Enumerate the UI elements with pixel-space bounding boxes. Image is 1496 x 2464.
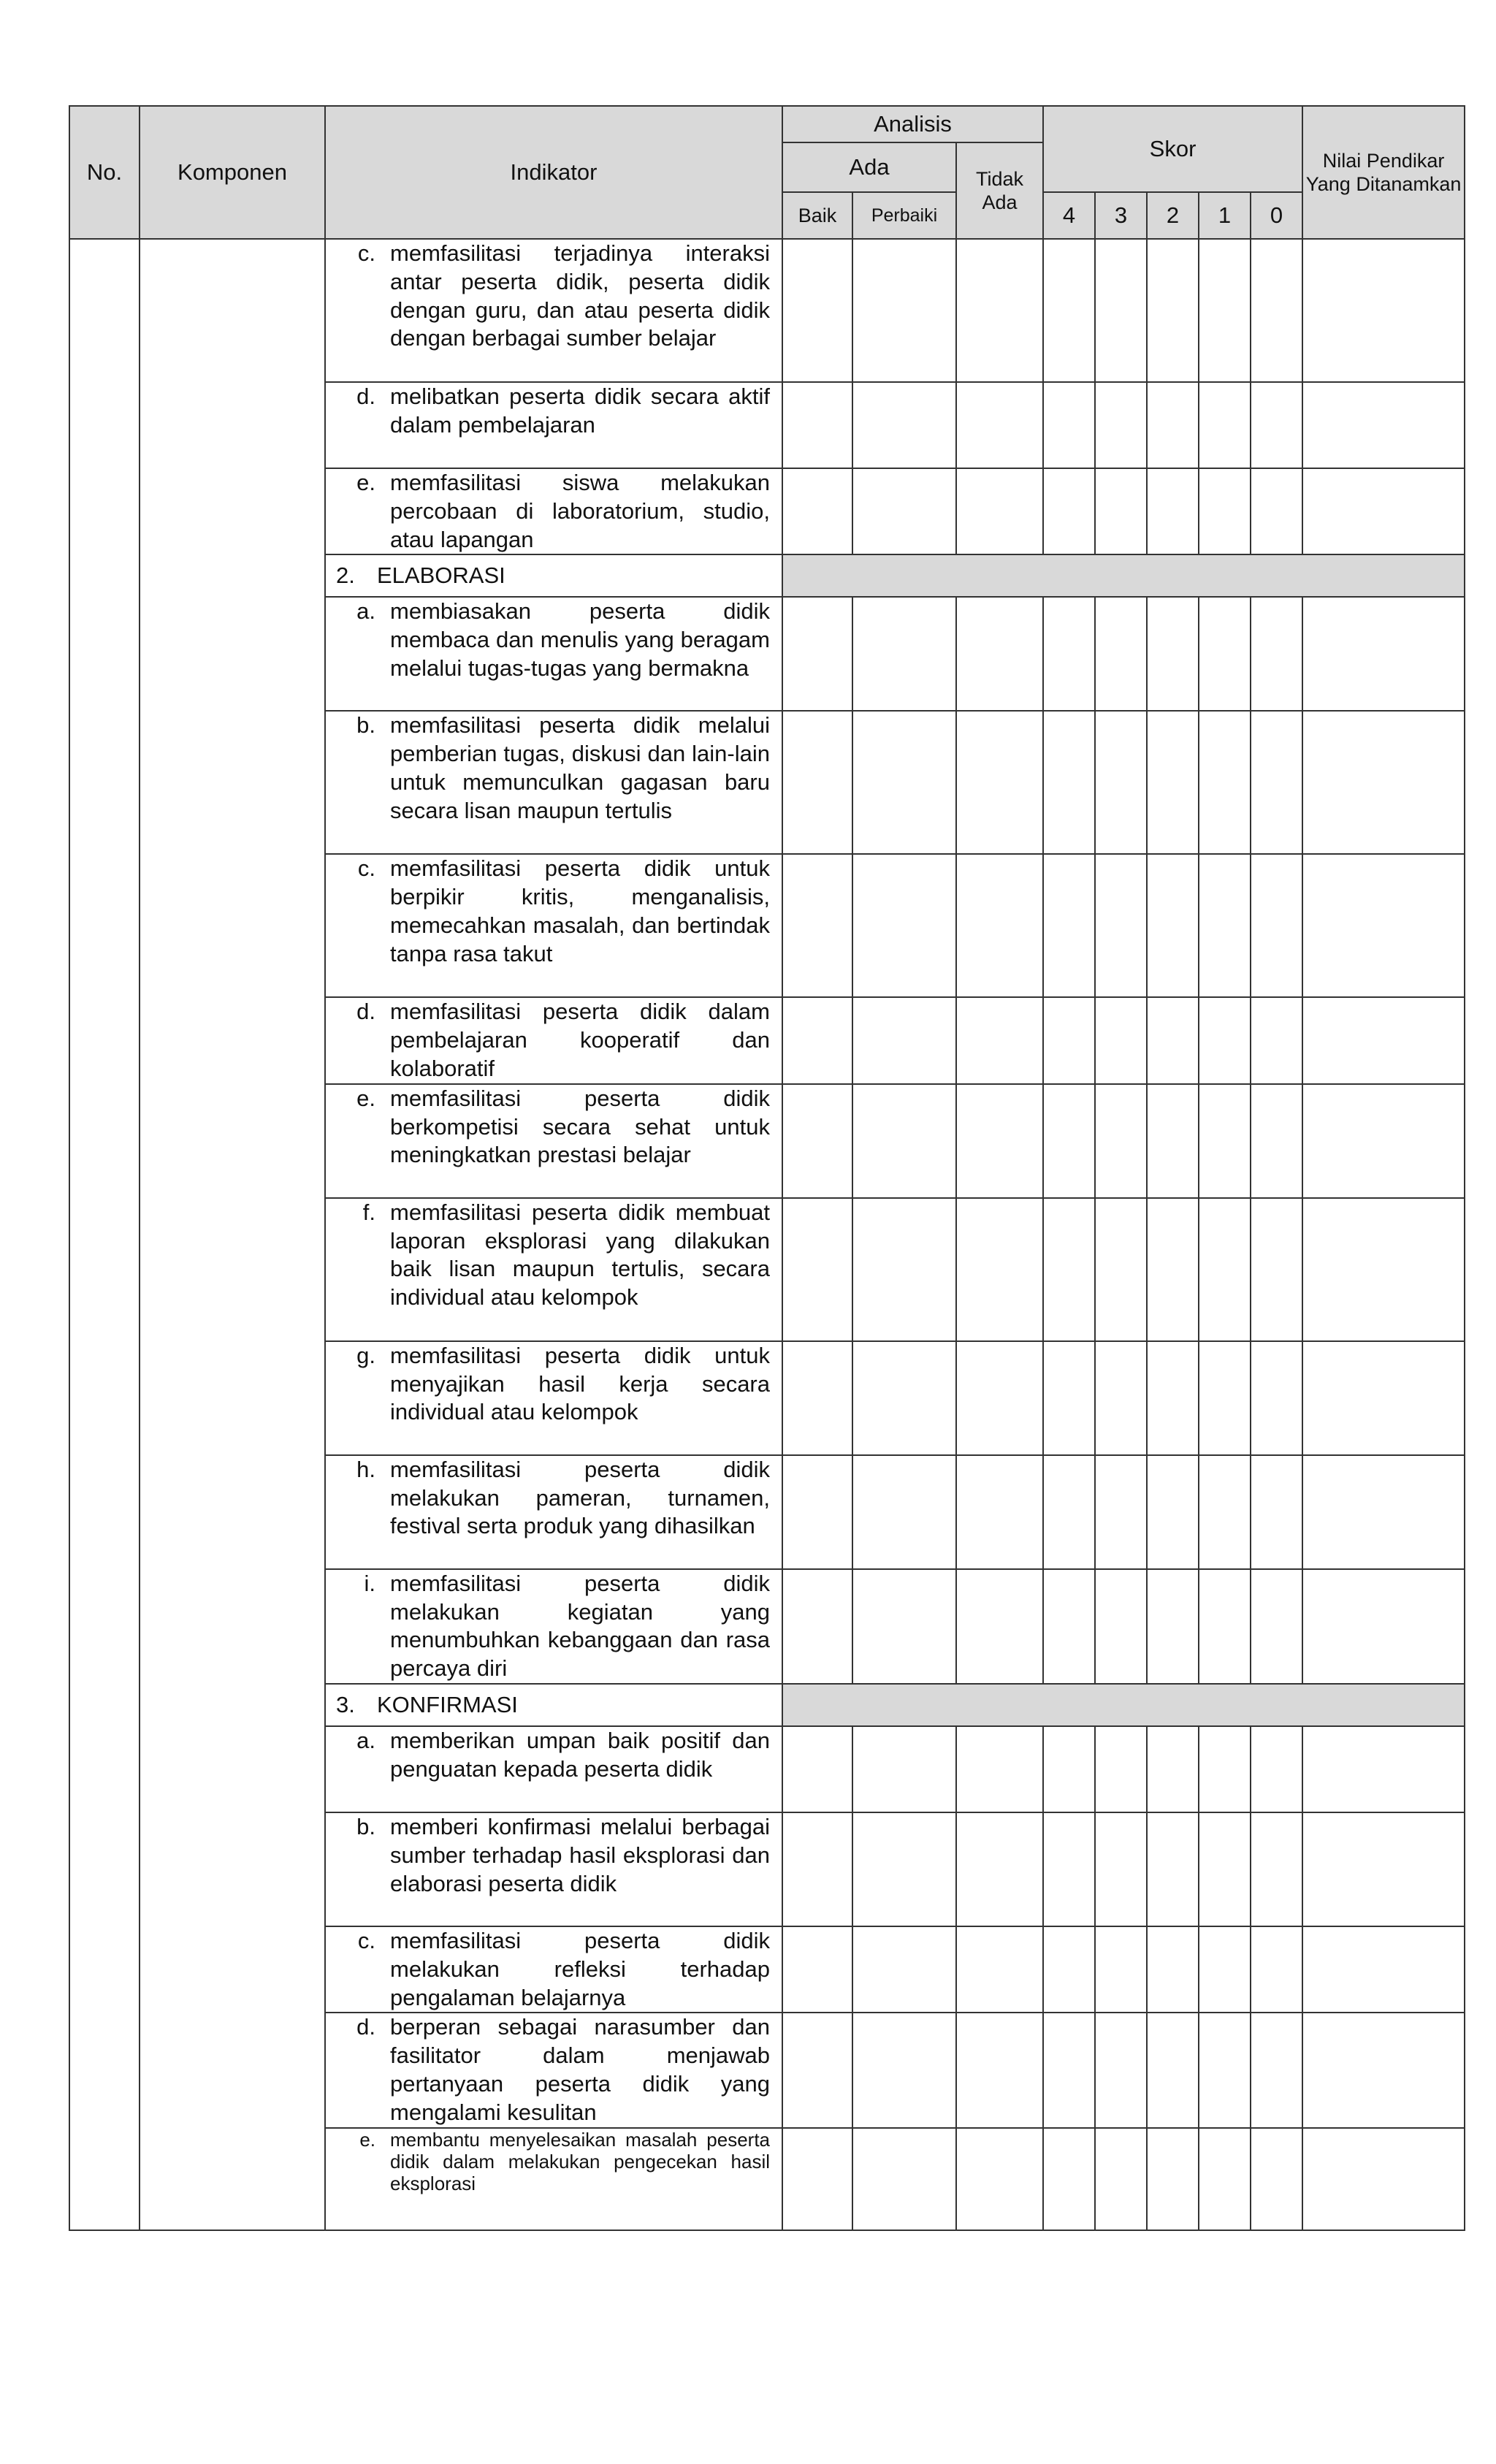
section-title: KONFIRMASI [377, 1691, 518, 1717]
header-skor: Skor [1043, 106, 1302, 192]
score-2-cell[interactable] [1147, 1926, 1199, 2013]
score-2-cell[interactable] [1147, 2128, 1199, 2230]
score-2-cell[interactable] [1147, 597, 1199, 711]
section-number: 2. [336, 562, 355, 589]
score-1-cell[interactable] [1199, 1455, 1251, 1569]
nilai-cell[interactable] [1302, 1812, 1465, 1926]
perbaiki-cell[interactable] [852, 854, 956, 997]
score-0-cell[interactable] [1251, 1084, 1302, 1198]
section-title: ELABORASI [377, 562, 505, 589]
score-1-cell[interactable] [1199, 1726, 1251, 1812]
assessment-table [69, 105, 1465, 2231]
indicator-item [332, 1813, 770, 1898]
tidak-ada-cell[interactable] [956, 854, 1043, 997]
score-4-cell[interactable] [1043, 1198, 1095, 1341]
tidak-ada-cell[interactable] [956, 711, 1043, 854]
tidak-ada-cell[interactable] [956, 2013, 1043, 2127]
indicator-cell [325, 711, 782, 854]
nilai-cell[interactable] [1302, 1341, 1465, 1455]
header-score-2: 2 [1147, 192, 1199, 239]
indicator-cell [325, 1569, 782, 1684]
baik-cell[interactable] [782, 468, 852, 554]
perbaiki-cell[interactable] [852, 2013, 956, 2127]
indicator-cell [325, 1926, 782, 2013]
indicator-text: memfasilitasi peserta didik melalui pemberian tugas, diskusi dan lain-lain untuk memunculkan gagasan baru secara lisan maupun tertulis [390, 712, 770, 823]
tidak-ada-cell[interactable] [956, 1341, 1043, 1455]
baik-cell[interactable] [782, 1926, 852, 2013]
indicator-text: memfasilitasi peserta didik dalam pembelajaran kooperatif dan kolaboratif [390, 999, 770, 1081]
indicator-item [332, 855, 770, 968]
score-1-cell[interactable] [1199, 2128, 1251, 2230]
nilai-cell[interactable] [1302, 1455, 1465, 1569]
perbaiki-cell[interactable] [852, 2128, 956, 2230]
indicator-text: memfasilitasi terjadinya interaksi antar peserta didik, peserta didik dengan guru, dan atau peserta didik dengan berbagai sumber belajar [390, 240, 770, 351]
score-2-cell[interactable] [1147, 711, 1199, 854]
perbaiki-cell[interactable] [852, 597, 956, 711]
indicator-text: membantu menyelesaikan masalah peserta didik dalam melakukan pengecekan hasil eksplorasi [390, 2128, 770, 2194]
indicator-cell [325, 2128, 782, 2230]
indicator-cell [325, 1726, 782, 1812]
indicator-cell [325, 382, 782, 468]
indicator-text: memfasilitasi peserta didik untuk berpikir kritis, menganalisis, memecahkan masalah, dan bertindak tanpa rasa takut [390, 855, 770, 966]
baik-cell[interactable] [782, 382, 852, 468]
score-1-cell[interactable] [1199, 239, 1251, 382]
baik-cell[interactable] [782, 597, 852, 711]
indicator-letter: g. [356, 1342, 375, 1368]
score-0-cell[interactable] [1251, 1198, 1302, 1341]
baik-cell[interactable] [782, 2128, 852, 2230]
indicator-letter: a. [356, 598, 375, 625]
nilai-cell[interactable] [1302, 2013, 1465, 2127]
header-tidak-ada: Tidak Ada [956, 142, 1043, 239]
score-1-cell[interactable] [1199, 854, 1251, 997]
indicator-letter: c. [357, 1927, 375, 1953]
nilai-cell[interactable] [1302, 1926, 1465, 2013]
nilai-cell[interactable] [1302, 2128, 1465, 2230]
indicator-text: memfasilitasi peserta didik melakukan pameran, turnamen, festival serta produk yang dihasilkan [390, 1456, 770, 1539]
indicator-cell [325, 2013, 782, 2127]
baik-cell[interactable] [782, 1569, 852, 1684]
indicator-item [332, 469, 770, 554]
score-2-cell[interactable] [1147, 854, 1199, 997]
score-2-cell[interactable] [1147, 1726, 1199, 1812]
score-1-cell[interactable] [1199, 997, 1251, 1083]
score-0-cell[interactable] [1251, 1726, 1302, 1812]
score-1-cell[interactable] [1199, 382, 1251, 468]
baik-cell[interactable] [782, 1198, 852, 1341]
perbaiki-cell[interactable] [852, 382, 956, 468]
indicator-cell [325, 1812, 782, 1926]
nilai-cell[interactable] [1302, 854, 1465, 997]
score-0-cell[interactable] [1251, 711, 1302, 854]
baik-cell[interactable] [782, 1455, 852, 1569]
section-cell [325, 554, 782, 597]
indicator-text: melibatkan peserta didik secara aktif dalam pembelajaran [390, 384, 770, 438]
score-2-cell[interactable] [1147, 1455, 1199, 1569]
perbaiki-cell[interactable] [852, 1198, 956, 1341]
score-4-cell[interactable] [1043, 997, 1095, 1083]
score-3-cell[interactable] [1095, 468, 1147, 554]
no-cell [69, 239, 140, 2230]
indicator-letter: b. [356, 712, 375, 739]
indicator-item [332, 1085, 770, 1170]
score-4-cell[interactable] [1043, 2128, 1095, 2230]
indicator-row [69, 239, 1465, 382]
score-4-cell[interactable] [1043, 1926, 1095, 2013]
indicator-item [332, 712, 770, 825]
score-2-cell[interactable] [1147, 2013, 1199, 2127]
score-4-cell[interactable] [1043, 1455, 1095, 1569]
score-4-cell[interactable] [1043, 382, 1095, 468]
score-4-cell[interactable] [1043, 1812, 1095, 1926]
indicator-letter: d. [356, 384, 375, 409]
indicator-letter: b. [356, 1813, 375, 1839]
score-4-cell[interactable] [1043, 854, 1095, 997]
baik-cell[interactable] [782, 997, 852, 1083]
indicator-letter: a. [356, 1727, 375, 1753]
score-4-cell[interactable] [1043, 2013, 1095, 2127]
nilai-cell[interactable] [1302, 1198, 1465, 1341]
perbaiki-cell[interactable] [852, 1084, 956, 1198]
header-indikator: Indikator [325, 106, 782, 239]
score-1-cell[interactable] [1199, 1084, 1251, 1198]
score-3-cell[interactable] [1095, 1341, 1147, 1455]
indicator-text: memberi konfirmasi melalui berbagai sumber terhadap hasil eksplorasi dan elaborasi peserta didik [390, 1813, 770, 1896]
perbaiki-cell[interactable] [852, 1926, 956, 2013]
score-0-cell[interactable] [1251, 1455, 1302, 1569]
indicator-letter: e. [356, 1085, 375, 1111]
score-3-cell[interactable] [1095, 2128, 1147, 2230]
score-4-cell[interactable] [1043, 711, 1095, 854]
score-1-cell[interactable] [1199, 2013, 1251, 2127]
indicator-item [332, 1727, 770, 1784]
baik-cell[interactable] [782, 1084, 852, 1198]
indicator-item [332, 240, 770, 353]
indicator-item [332, 383, 770, 440]
score-0-cell[interactable] [1251, 468, 1302, 554]
score-3-cell[interactable] [1095, 1726, 1147, 1812]
indicator-letter: e. [359, 2128, 375, 2151]
score-1-cell[interactable] [1199, 711, 1251, 854]
nilai-cell[interactable] [1302, 1726, 1465, 1812]
score-4-cell[interactable] [1043, 1341, 1095, 1455]
nilai-cell[interactable] [1302, 1569, 1465, 1684]
indicator-letter: d. [356, 999, 375, 1025]
baik-cell[interactable] [782, 239, 852, 382]
score-3-cell[interactable] [1095, 1569, 1147, 1684]
score-3-cell[interactable] [1095, 239, 1147, 382]
indicator-cell [325, 997, 782, 1083]
section-heading [326, 1691, 782, 1719]
tidak-ada-cell[interactable] [956, 1455, 1043, 1569]
tidak-ada-cell[interactable] [956, 1926, 1043, 2013]
indicator-text: memfasilitasi peserta didik melakukan kegiatan yang menumbuhkan kebanggaan dan rasa percaya diri [390, 1570, 770, 1682]
indicator-cell [325, 1198, 782, 1341]
perbaiki-cell[interactable] [852, 1569, 956, 1684]
baik-cell[interactable] [782, 1812, 852, 1926]
score-4-cell[interactable] [1043, 239, 1095, 382]
indicator-text: membiasakan peserta didik membaca dan menulis yang beragam melalui tugas-tugas yang bermakna [390, 598, 770, 681]
nilai-cell[interactable] [1302, 239, 1465, 382]
score-4-cell[interactable] [1043, 597, 1095, 711]
score-2-cell[interactable] [1147, 382, 1199, 468]
indicator-letter: c. [357, 855, 375, 882]
header-analisis: Analisis [782, 106, 1043, 142]
baik-cell[interactable] [782, 1726, 852, 1812]
tidak-ada-cell[interactable] [956, 1084, 1043, 1198]
score-4-cell[interactable] [1043, 1084, 1095, 1198]
perbaiki-cell[interactable] [852, 239, 956, 382]
score-0-cell[interactable] [1251, 1569, 1302, 1684]
score-0-cell[interactable] [1251, 2128, 1302, 2230]
score-3-cell[interactable] [1095, 1926, 1147, 2013]
indicator-letter: c. [357, 240, 375, 266]
score-3-cell[interactable] [1095, 997, 1147, 1083]
tidak-ada-cell[interactable] [956, 1726, 1043, 1812]
tidak-ada-cell[interactable] [956, 1812, 1043, 1926]
tidak-ada-cell[interactable] [956, 997, 1043, 1083]
score-0-cell[interactable] [1251, 2013, 1302, 2127]
indicator-text: memfasilitasi peserta didik melakukan refleksi terhadap pengalaman belajarnya [390, 1927, 770, 2010]
indicator-item [332, 1927, 770, 2012]
score-0-cell[interactable] [1251, 239, 1302, 382]
score-3-cell[interactable] [1095, 1455, 1147, 1569]
baik-cell[interactable] [782, 2013, 852, 2127]
header-score-4: 4 [1043, 192, 1095, 239]
score-3-cell[interactable] [1095, 711, 1147, 854]
baik-cell[interactable] [782, 711, 852, 854]
header-score-0: 0 [1251, 192, 1302, 239]
score-3-cell[interactable] [1095, 1198, 1147, 1341]
indicator-item [332, 2013, 770, 2127]
score-3-cell[interactable] [1095, 597, 1147, 711]
indicator-cell [325, 239, 782, 382]
score-2-cell[interactable] [1147, 239, 1199, 382]
perbaiki-cell[interactable] [852, 1812, 956, 1926]
indicator-text: memfasilitasi siswa melakukan percobaan di laboratorium, studio, atau lapangan [390, 470, 770, 552]
section-heading [326, 562, 782, 590]
score-3-cell[interactable] [1095, 2013, 1147, 2127]
indicator-item [332, 1199, 770, 1312]
perbaiki-cell[interactable] [852, 1726, 956, 1812]
indicator-text: memfasilitasi peserta didik untuk menyajikan hasil kerja secara individual atau kelompok [390, 1342, 770, 1425]
indicator-cell [325, 1084, 782, 1198]
indicator-cell [325, 854, 782, 997]
score-1-cell[interactable] [1199, 1341, 1251, 1455]
header-score-1: 1 [1199, 192, 1251, 239]
indicator-cell [325, 1455, 782, 1569]
tidak-ada-cell[interactable] [956, 468, 1043, 554]
score-1-cell[interactable] [1199, 1926, 1251, 2013]
indicator-item [332, 2129, 770, 2194]
score-1-cell[interactable] [1199, 1569, 1251, 1684]
score-2-cell[interactable] [1147, 1812, 1199, 1926]
komponen-cell [140, 239, 325, 2230]
indicator-text: memfasilitasi peserta didik berkompetisi secara sehat untuk meningkatkan prestasi belajar [390, 1085, 770, 1168]
indicator-cell [325, 1341, 782, 1455]
score-3-cell[interactable] [1095, 1812, 1147, 1926]
score-2-cell[interactable] [1147, 1341, 1199, 1455]
tidak-ada-cell[interactable] [956, 1569, 1043, 1684]
score-1-cell[interactable] [1199, 1198, 1251, 1341]
indicator-letter: h. [356, 1456, 375, 1482]
score-2-cell[interactable] [1147, 997, 1199, 1083]
score-2-cell[interactable] [1147, 1569, 1199, 1684]
score-0-cell[interactable] [1251, 597, 1302, 711]
tidak-ada-cell[interactable] [956, 1198, 1043, 1341]
header-komponen: Komponen [140, 106, 325, 239]
baik-cell[interactable] [782, 1341, 852, 1455]
header-perbaiki: Perbaiki [852, 192, 956, 239]
tidak-ada-cell[interactable] [956, 239, 1043, 382]
tidak-ada-cell[interactable] [956, 2128, 1043, 2230]
perbaiki-cell[interactable] [852, 1455, 956, 1569]
score-0-cell[interactable] [1251, 382, 1302, 468]
perbaiki-cell[interactable] [852, 468, 956, 554]
score-2-cell[interactable] [1147, 1084, 1199, 1198]
baik-cell[interactable] [782, 854, 852, 997]
indicator-text: berperan sebagai narasumber dan fasilitator dalam menjawab pertanyaan peserta didik yang mengalami kesulitan [390, 2014, 770, 2125]
header-nilai: Nilai Pendikar Yang Ditanamkan [1302, 106, 1465, 239]
indicator-letter: i. [364, 1570, 375, 1596]
indicator-letter: f. [362, 1199, 375, 1225]
indicator-letter: e. [356, 470, 375, 495]
indicator-letter: d. [356, 2014, 375, 2040]
section-cell [325, 1684, 782, 1726]
score-0-cell[interactable] [1251, 1812, 1302, 1926]
nilai-cell[interactable] [1302, 1084, 1465, 1198]
indicator-item [332, 1570, 770, 1683]
score-3-cell[interactable] [1095, 382, 1147, 468]
score-4-cell[interactable] [1043, 1569, 1095, 1684]
score-0-cell[interactable] [1251, 1341, 1302, 1455]
score-4-cell[interactable] [1043, 468, 1095, 554]
header-ada: Ada [782, 142, 956, 192]
nilai-cell[interactable] [1302, 997, 1465, 1083]
perbaiki-cell[interactable] [852, 997, 956, 1083]
nilai-cell[interactable] [1302, 597, 1465, 711]
score-1-cell[interactable] [1199, 1812, 1251, 1926]
section-number: 3. [336, 1691, 355, 1717]
indicator-cell [325, 597, 782, 711]
indicator-text: memfasilitasi peserta didik membuat laporan eksplorasi yang dilakukan baik lisan maupun tertulis, secara individual atau kelompok [390, 1199, 770, 1311]
score-0-cell[interactable] [1251, 854, 1302, 997]
score-0-cell[interactable] [1251, 1926, 1302, 2013]
tidak-ada-cell[interactable] [956, 382, 1043, 468]
indicator-text: memberikan umpan baik positif dan penguatan kepada peserta didik [390, 1727, 770, 1782]
score-0-cell[interactable] [1251, 997, 1302, 1083]
score-3-cell[interactable] [1095, 854, 1147, 997]
perbaiki-cell[interactable] [852, 1341, 956, 1455]
header-no: No. [69, 106, 140, 239]
indicator-item [332, 1342, 770, 1427]
assessment-sheet [69, 105, 1464, 2231]
score-4-cell[interactable] [1043, 1726, 1095, 1812]
header-score-3: 3 [1095, 192, 1147, 239]
nilai-cell[interactable] [1302, 711, 1465, 854]
tidak-ada-cell[interactable] [956, 597, 1043, 711]
indicator-cell [325, 468, 782, 554]
section-shaded-cell [782, 554, 1465, 597]
nilai-cell[interactable] [1302, 468, 1465, 554]
indicator-item [332, 998, 770, 1083]
score-1-cell[interactable] [1199, 468, 1251, 554]
score-2-cell[interactable] [1147, 468, 1199, 554]
indicator-item [332, 1456, 770, 1541]
perbaiki-cell[interactable] [852, 711, 956, 854]
indicator-item [332, 598, 770, 682]
score-1-cell[interactable] [1199, 597, 1251, 711]
score-3-cell[interactable] [1095, 1084, 1147, 1198]
nilai-cell[interactable] [1302, 382, 1465, 468]
header-baik: Baik [782, 192, 852, 239]
score-2-cell[interactable] [1147, 1198, 1199, 1341]
section-shaded-cell [782, 1684, 1465, 1726]
